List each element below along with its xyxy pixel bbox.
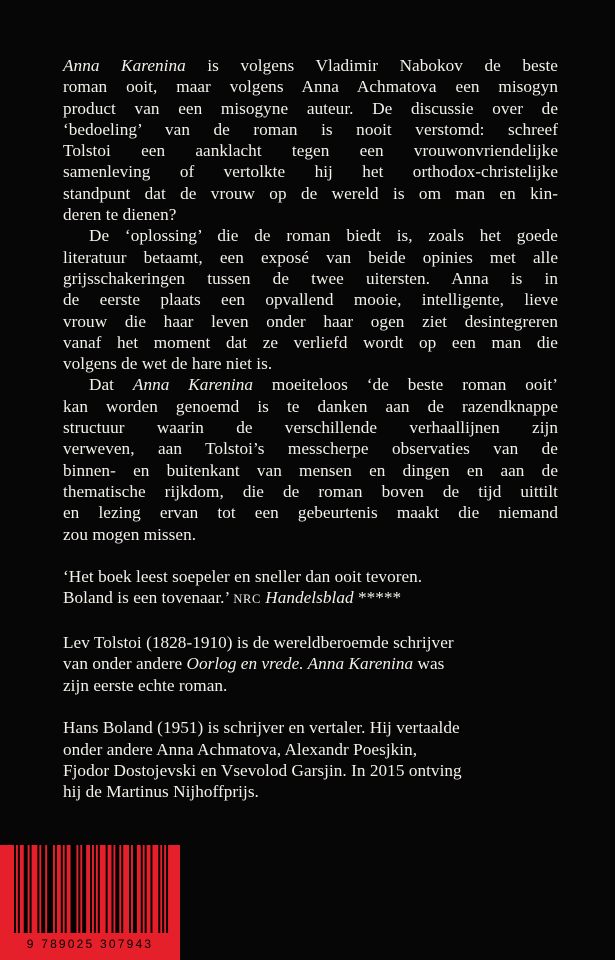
press-quote [63, 566, 558, 611]
blurb-line: vrouw die haar leven onder haar ogen ziet desintegreren [63, 311, 558, 331]
bio-line: Fjodor Dostojevski en Vsevolod Garsjin. In 2015 ontving [63, 760, 462, 780]
bio-line: onder andere Anna Achmatova, Alexandr Poesjkin, [63, 739, 418, 759]
blurb-line: verweven, aan Tolstoi’s messcherpe observaties van de [63, 439, 558, 459]
barcode-bar [71, 845, 77, 933]
isbn-digits: 9 789025 307943 [26, 937, 154, 951]
barcode-bar [106, 845, 108, 933]
book-title-italic: Anna Karenina [63, 56, 186, 75]
barcode-bar [166, 845, 168, 933]
barcode-bar [129, 845, 131, 933]
bio-line: Lev Tolstoi (1828-1910) is de wereldberoemde schrijver [63, 633, 454, 653]
blurb-line: deren te dienen? [63, 205, 177, 225]
bio-line: Hans Boland (1951) is schrijver en vertaler. Hij vertaalde [63, 718, 460, 738]
quote-text: Boland is een tovenaar.’ [63, 588, 234, 608]
barcode-bar [30, 845, 32, 933]
barcode-bar [90, 845, 92, 933]
bio-text: was [413, 654, 445, 674]
quote-source-caps: NRC [233, 592, 261, 607]
blurb-line: product van een misogyne auteur. De discussie over de [63, 98, 558, 118]
back-cover-text [63, 55, 558, 802]
blurb-line: thematische rijkdom, die de roman boven de tijd uittilt [63, 481, 558, 501]
book-title-italic: Anna Karenina [132, 375, 253, 395]
bio-line [63, 653, 558, 674]
blurb-paragraph-2 [63, 225, 558, 374]
barcode-bar [145, 845, 147, 933]
blurb-line: structuur waarin de verschillende verhaallijnen zijn [63, 418, 558, 438]
blurb-text: Dat [89, 375, 133, 395]
blurb-line: ‘bedoeling’ van de roman is nooit verstomd: schreef [63, 119, 558, 139]
blurb-line: literatuur betaamt, een exposé van beide opinies met alle [63, 247, 558, 267]
blurb-line: roman ooit, maar volgens Anna Achmatova een misogyn [63, 77, 558, 97]
barcode-bar [24, 845, 28, 933]
blurb-line: volgens de wet de hare niet is. [63, 354, 273, 374]
bio-italic: Oorlog en vrede. Anna Karenina [186, 654, 414, 674]
blurb-text: is volgens Vladimir Nabokov de beste [185, 56, 558, 75]
barcode-bar [162, 845, 164, 933]
bio-line: zijn eerste echte roman. [63, 675, 228, 695]
barcode-bar [78, 845, 80, 933]
blurb-paragraph-1 [63, 55, 558, 225]
isbn-barcode [0, 845, 180, 960]
bio-line: hij de Martinus Nijhoffprijs. [63, 782, 259, 802]
barcode-bar [133, 845, 137, 933]
blurb-line: De ‘oplossing’ die de roman biedt is, zoals het goede [89, 226, 558, 246]
barcode-bar [55, 845, 57, 933]
barcode-bars [0, 845, 180, 937]
barcode-bar [115, 845, 119, 933]
blurb-line: vanaf het moment dat ze verliefd wordt op een man die [63, 332, 558, 352]
barcode-bar [47, 845, 53, 933]
barcode-bar [121, 845, 123, 933]
blurb-line: en lezing ervan tot een gebeurtenis maakt die niemand [63, 503, 558, 523]
barcode-bar [41, 845, 45, 933]
barcode-bar [65, 845, 67, 933]
blurb-line [63, 374, 558, 395]
bio-text: van onder andere [63, 654, 187, 674]
barcode-bar [112, 845, 114, 933]
author-bio [63, 632, 558, 696]
barcode-bar [61, 845, 63, 933]
blurb-line: samenleving of vertolkte hij het orthodox-christelijke [63, 162, 558, 182]
barcode-bar [158, 845, 160, 933]
blurb-text: moeiteloos ‘de beste roman ooit’ [252, 375, 558, 395]
barcode-bar [98, 845, 100, 933]
translator-bio [63, 717, 558, 802]
quote-line: ‘Het boek leest soepeler en sneller dan ooit tevoren. [63, 567, 423, 587]
blurb-line: standpunt dat de vrouw op de wereld is om man en kin- [63, 183, 558, 203]
barcode-bar [151, 845, 153, 933]
blurb-paragraph-3 [63, 374, 558, 544]
barcode-bar [82, 845, 86, 933]
barcode-bar [37, 845, 39, 933]
blurb-line: binnen- en buitenkant van mensen en dingen en aan de [63, 460, 558, 480]
blurb-line: Tolstoi een aanklacht tegen een vrouwonvriendelijke [63, 141, 558, 161]
blurb-line [63, 55, 558, 76]
quote-source-italic: Handelsblad [260, 588, 354, 608]
blurb-line: de eerste plaats een opvallend mooie, intelligente, lieve [63, 290, 558, 310]
barcode-bar [18, 845, 20, 933]
rating-stars: ***** [353, 588, 402, 608]
blurb-line: grijsschakeringen tussen de twee uitersten. Anna is in [63, 268, 558, 288]
blurb-line: zou mogen missen. [63, 524, 197, 544]
blurb-line: kan worden genoemd is te danken aan de razendknappe [63, 396, 558, 416]
quote-line [63, 587, 558, 610]
barcode-bar [94, 845, 96, 933]
barcode-bar [141, 845, 143, 933]
barcode-bar [14, 845, 16, 933]
